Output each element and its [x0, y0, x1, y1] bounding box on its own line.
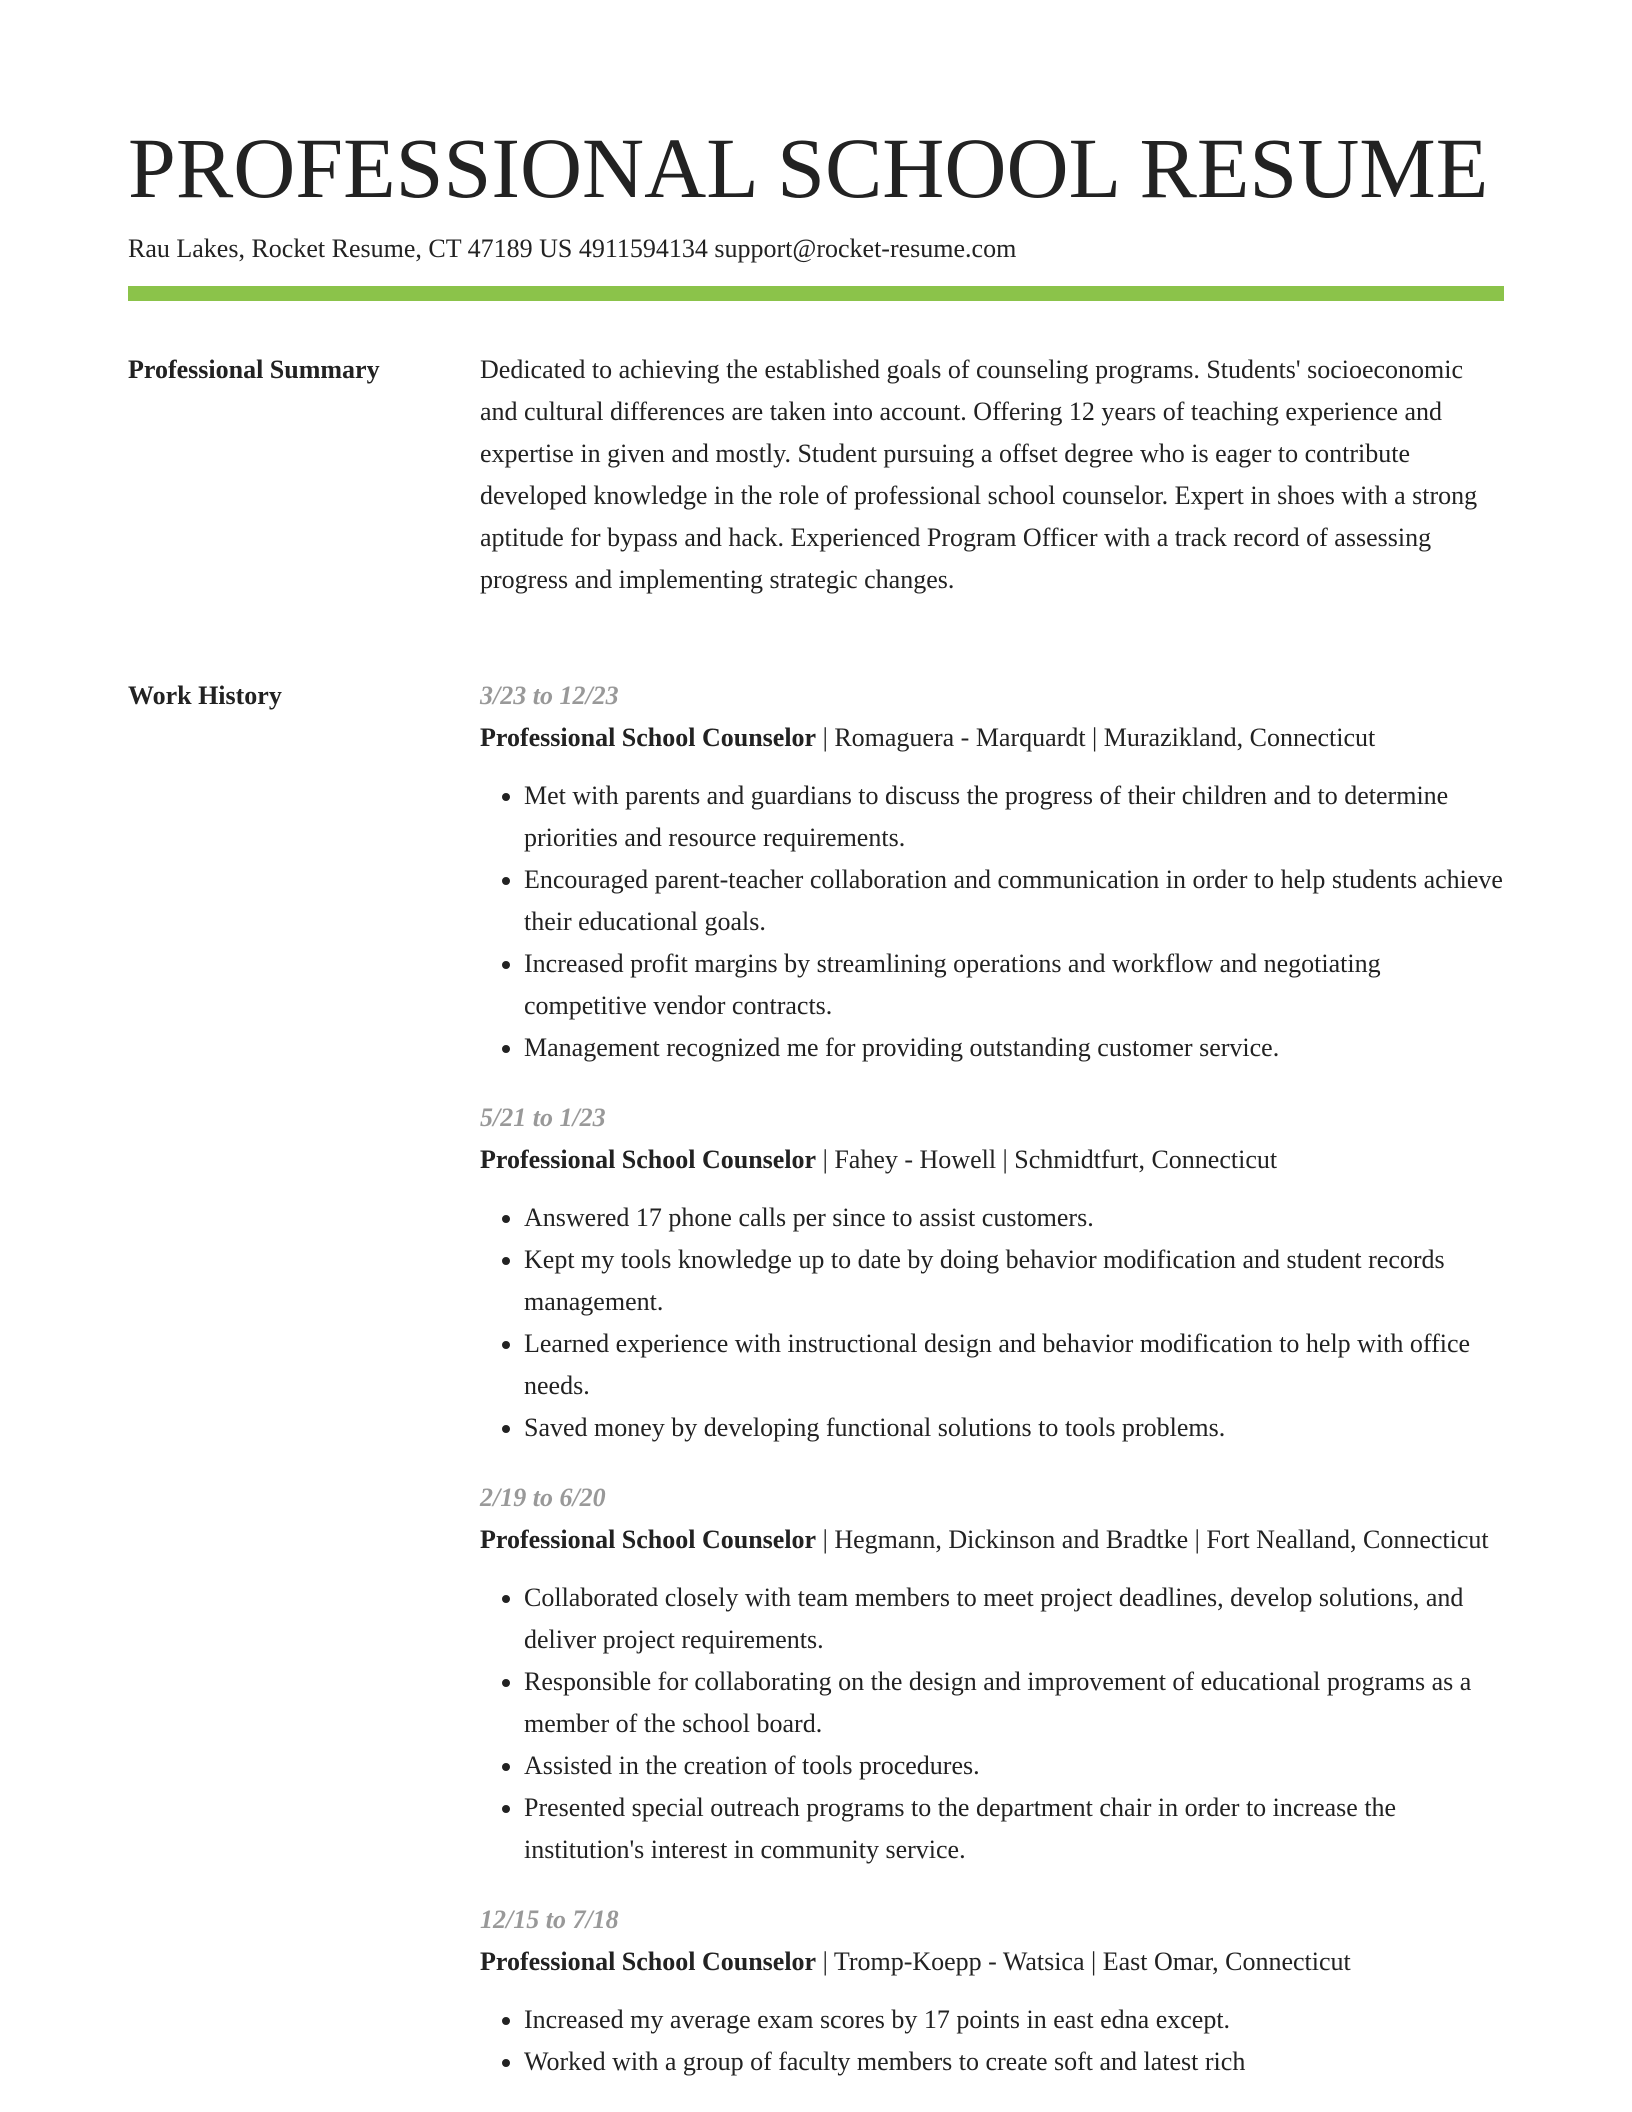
header-divider [128, 286, 1504, 301]
job-bullet: • Encouraged parent-teacher collaboration and communication in order to help students achieve their educational goals. [524, 859, 1504, 943]
job-bullets [480, 775, 1504, 1069]
job-dates: 5/21 to 1/23 [480, 1103, 606, 1132]
job-company-location: | Fahey - Howell | Schmidtfurt, Connecticut [816, 1145, 1278, 1174]
job-bullet: • Presented special outreach programs to the department chair in order to increase the institution's interest in community service. [524, 1787, 1504, 1871]
work-history-body [480, 675, 1504, 2111]
job-bullet: • Assisted in the creation of tools procedures. [524, 1745, 1504, 1787]
job-company-location: | Hegmann, Dickinson and Bradtke | Fort Nealland, Connecticut [816, 1525, 1489, 1554]
job-title: Professional School Counselor [480, 1525, 817, 1554]
job-bullets [480, 1577, 1504, 1871]
job-title-line [480, 1519, 1504, 1561]
job-bullet: • Answered 17 phone calls per since to assist customers. [524, 1197, 1504, 1239]
job-bullet: • Worked with a group of faculty members to create soft and latest rich [524, 2041, 1504, 2083]
job-title-line [480, 1941, 1504, 1983]
job-bullet: • Saved money by developing functional solutions to tools problems. [524, 1407, 1504, 1449]
job-company-location: | Tromp-Koepp - Watsica | East Omar, Connecticut [816, 1947, 1351, 1976]
job-company-location: | Romaguera - Marquardt | Murazikland, Connecticut [816, 723, 1376, 752]
job-entry [480, 1477, 1504, 1871]
job-entry [480, 675, 1504, 1069]
summary-body [480, 349, 1504, 601]
job-bullet: • Increased profit margins by streamlining operations and workflow and negotiating competitive vendor contracts. [524, 943, 1504, 1027]
job-bullets [480, 1197, 1504, 1449]
job-title-line [480, 717, 1504, 759]
job-bullet: • Learned experience with instructional design and behavior modification to help with office needs. [524, 1323, 1504, 1407]
job-bullet: • Management recognized me for providing outstanding customer service. [524, 1027, 1504, 1069]
resume-title: PROFESSIONAL SCHOOL RESUME [128, 120, 1489, 216]
job-dates: 2/19 to 6/20 [480, 1483, 606, 1512]
job-entry [480, 1899, 1504, 2083]
contact-line: Rau Lakes, Rocket Resume, CT 47189 US 4911594134 support@rocket-resume.com [128, 234, 1017, 263]
job-title: Professional School Counselor [480, 723, 817, 752]
job-bullets [480, 1999, 1504, 2083]
job-bullet: • Kept my tools knowledge up to date by doing behavior modification and student records management. [524, 1239, 1504, 1323]
section-label-summary: Professional Summary [128, 355, 380, 384]
job-bullet: • Met with parents and guardians to discuss the progress of their children and to determine priorities and resource requirements. [524, 775, 1504, 859]
job-title: Professional School Counselor [480, 1145, 817, 1174]
job-title-line [480, 1139, 1504, 1181]
job-bullet: • Collaborated closely with team members to meet project deadlines, develop solutions, and deliver project requirements. [524, 1577, 1504, 1661]
section-label-work-history: Work History [128, 681, 282, 710]
job-title: Professional School Counselor [480, 1947, 817, 1976]
summary-text: Dedicated to achieving the established goals of counseling programs. Students' socioeconomic and cultural differences are taken into account. Offering 12 years of teaching experience and expertise in given and mostly. Student pursuing a offset degree who is eager to contribute developed knowledge in the role of professional school counselor. Expert in shoes with a strong aptitude for bypass and hack. Experienced Program Officer with a track record of assessing progress and implementing strategic changes. [480, 355, 1478, 594]
job-dates: 3/23 to 12/23 [480, 681, 619, 710]
job-bullet: • Responsible for collaborating on the design and improvement of educational programs as a member of the school board. [524, 1661, 1504, 1745]
job-dates: 12/15 to 7/18 [480, 1905, 619, 1934]
job-entry [480, 1097, 1504, 1449]
job-bullet: • Increased my average exam scores by 17 points in east edna except. [524, 1999, 1504, 2041]
